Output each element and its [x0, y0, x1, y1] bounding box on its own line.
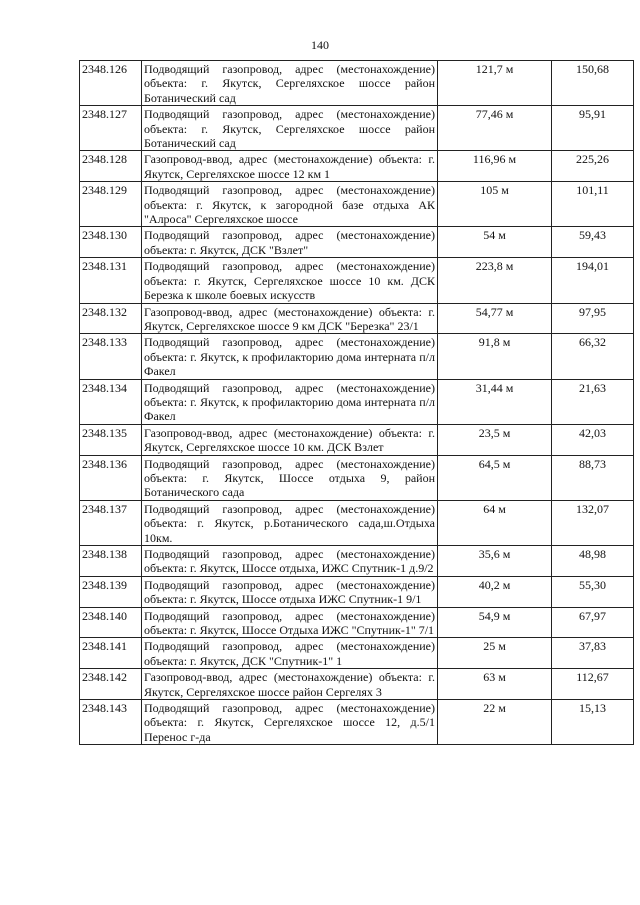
object-value: 95,91 — [552, 106, 634, 151]
object-description: Подводящий газопровод, адрес (местонахождение) объекта: г. Якутск, к загородной базе отдыха АК "Алроса" Сергеляхское шоссе — [142, 182, 438, 227]
table-row — [80, 576, 634, 607]
pipe-length: 40,2 м — [438, 576, 552, 607]
pipe-length: 223,8 м — [438, 258, 552, 303]
table-row — [80, 334, 634, 379]
pipe-length: 35,6 м — [438, 546, 552, 577]
pipe-length: 105 м — [438, 182, 552, 227]
row-number: 2348.133 — [80, 334, 142, 379]
object-description: Подводящий газопровод, адрес (местонахождение) объекта: г. Якутск, Шоссе отдыха ИЖС Спутник-1 9/1 — [142, 576, 438, 607]
row-number: 2348.132 — [80, 303, 142, 334]
row-number: 2348.143 — [80, 700, 142, 745]
object-description: Подводящий газопровод, адрес (местонахождение) объекта: г. Якутск, Сергеляхское шоссе 12, д.5/1 Перенос г-да — [142, 700, 438, 745]
object-value: 66,32 — [552, 334, 634, 379]
registry-table-body — [80, 61, 634, 745]
object-value: 101,11 — [552, 182, 634, 227]
object-description: Газопровод-ввод, адрес (местонахождение) объекта: г. Якутск, Сергеляхское шоссе 10 км. ДСК Взлет — [142, 424, 438, 455]
row-number: 2348.128 — [80, 151, 142, 182]
pipe-length: 25 м — [438, 638, 552, 669]
object-description: Подводящий газопровод, адрес (местонахождение) объекта: г. Якутск, ДСК "Спутник-1" 1 — [142, 638, 438, 669]
table-row — [80, 500, 634, 545]
table-row — [80, 227, 634, 258]
object-description: Подводящий газопровод, адрес (местонахождение) объекта: г. Якутск, Сергеляхское шоссе район Ботанический сад — [142, 106, 438, 151]
row-number: 2348.139 — [80, 576, 142, 607]
object-description: Подводящий газопровод, адрес (местонахождение) объекта: г. Якутск, Шоссе Отдыха ИЖС "Спутник-1" 7/1 — [142, 607, 438, 638]
pipe-length: 23,5 м — [438, 424, 552, 455]
object-value: 225,26 — [552, 151, 634, 182]
row-number: 2348.141 — [80, 638, 142, 669]
object-description: Подводящий газопровод, адрес (местонахождение) объекта: г. Якутск, Шоссе отдыха, ИЖС Спутник-1 д.9/2 — [142, 546, 438, 577]
pipe-length: 64 м — [438, 500, 552, 545]
table-row — [80, 455, 634, 500]
row-number: 2348.135 — [80, 424, 142, 455]
object-value: 150,68 — [552, 61, 634, 106]
registry-table — [79, 60, 634, 745]
object-value: 55,30 — [552, 576, 634, 607]
table-row — [80, 700, 634, 745]
object-description: Подводящий газопровод, адрес (местонахождение) объекта: г. Якутск, р.Ботанического сада,ш.Отдыха 10км. — [142, 500, 438, 545]
object-description: Газопровод-ввод, адрес (местонахождение) объекта: г. Якутск, Сергеляхское шоссе район Сергелях 3 — [142, 669, 438, 700]
row-number: 2348.131 — [80, 258, 142, 303]
table-row — [80, 607, 634, 638]
row-number: 2348.127 — [80, 106, 142, 151]
object-value: 15,13 — [552, 700, 634, 745]
object-value: 97,95 — [552, 303, 634, 334]
object-value: 88,73 — [552, 455, 634, 500]
pipe-length: 54,77 м — [438, 303, 552, 334]
table-row — [80, 303, 634, 334]
table-row — [80, 546, 634, 577]
object-value: 67,97 — [552, 607, 634, 638]
object-description: Подводящий газопровод, адрес (местонахождение) объекта: г. Якутск, Сергеляхское шоссе 10 км. ДСК Березка к школе боевых искусств — [142, 258, 438, 303]
table-row — [80, 669, 634, 700]
pipe-length: 54,9 м — [438, 607, 552, 638]
object-description: Подводящий газопровод, адрес (местонахождение) объекта: г. Якутск, к профилакторию дома интерната п/л Факел — [142, 334, 438, 379]
row-number: 2348.130 — [80, 227, 142, 258]
row-number: 2348.138 — [80, 546, 142, 577]
table-row — [80, 61, 634, 106]
object-description: Газопровод-ввод, адрес (местонахождение) объекта: г. Якутск, Сергеляхское шоссе 12 км 1 — [142, 151, 438, 182]
pipe-length: 64,5 м — [438, 455, 552, 500]
object-value: 194,01 — [552, 258, 634, 303]
object-value: 112,67 — [552, 669, 634, 700]
object-value: 42,03 — [552, 424, 634, 455]
table-row — [80, 258, 634, 303]
pipe-length: 22 м — [438, 700, 552, 745]
row-number: 2348.126 — [80, 61, 142, 106]
pipe-length: 63 м — [438, 669, 552, 700]
pipe-length: 91,8 м — [438, 334, 552, 379]
object-description: Подводящий газопровод, адрес (местонахождение) объекта: г. Якутск, Шоссе отдыха 9, район Ботанического сада — [142, 455, 438, 500]
table-row — [80, 638, 634, 669]
object-description: Подводящий газопровод, адрес (местонахождение) объекта: г. Якутск, ДСК "Взлет" — [142, 227, 438, 258]
row-number: 2348.142 — [80, 669, 142, 700]
object-value: 21,63 — [552, 379, 634, 424]
table-row — [80, 182, 634, 227]
row-number: 2348.136 — [80, 455, 142, 500]
object-value: 132,07 — [552, 500, 634, 545]
row-number: 2348.134 — [80, 379, 142, 424]
table-row — [80, 151, 634, 182]
table-row — [80, 106, 634, 151]
table-row — [80, 379, 634, 424]
pipe-length: 121,7 м — [438, 61, 552, 106]
row-number: 2348.140 — [80, 607, 142, 638]
pipe-length: 116,96 м — [438, 151, 552, 182]
row-number: 2348.129 — [80, 182, 142, 227]
pipe-length: 54 м — [438, 227, 552, 258]
object-description: Газопровод-ввод, адрес (местонахождение) объекта: г. Якутск, Сергеляхское шоссе 9 км ДСК "Березка" 23/1 — [142, 303, 438, 334]
object-description: Подводящий газопровод, адрес (местонахождение) объекта: г. Якутск, к профилакторию дома интерната п/л Факел — [142, 379, 438, 424]
object-value: 37,83 — [552, 638, 634, 669]
object-value: 48,98 — [552, 546, 634, 577]
pipe-length: 31,44 м — [438, 379, 552, 424]
object-description: Подводящий газопровод, адрес (местонахождение) объекта: г. Якутск, Сергеляхское шоссе район Ботанический сад — [142, 61, 438, 106]
row-number: 2348.137 — [80, 500, 142, 545]
object-value: 59,43 — [552, 227, 634, 258]
table-row — [80, 424, 634, 455]
pipe-length: 77,46 м — [438, 106, 552, 151]
page-number: 140 — [311, 38, 329, 52]
